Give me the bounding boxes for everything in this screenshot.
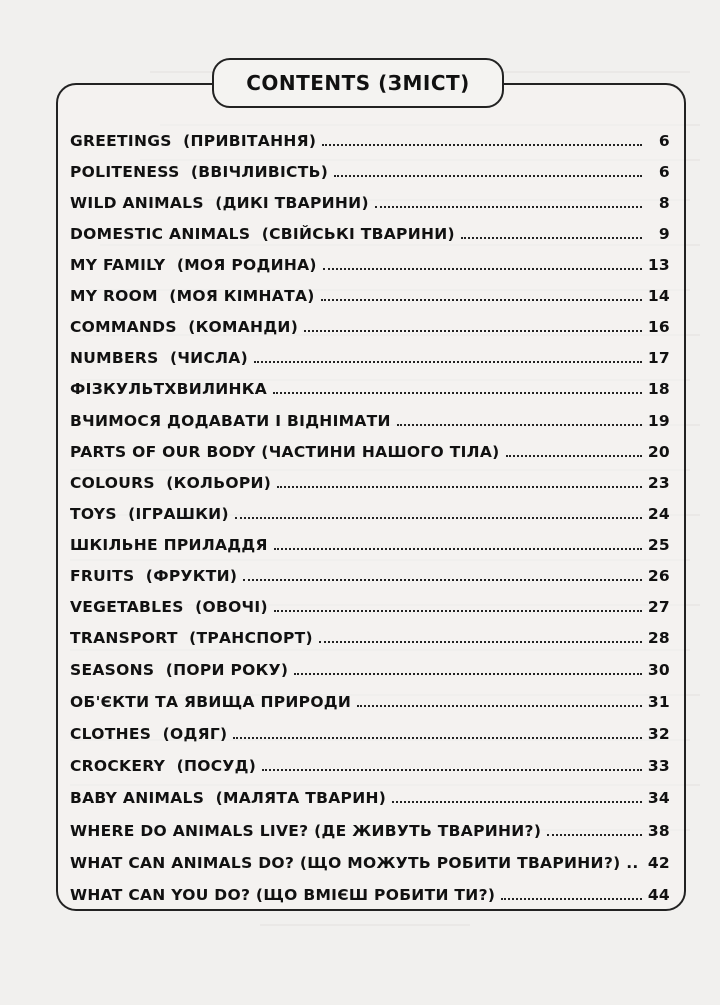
dot-leader (392, 801, 642, 803)
toc-entry (70, 713, 670, 743)
toc-entry-label: TRANSPORT (ТРАНСПОРТ) (70, 629, 313, 647)
toc-entry-label: POLITENESS (ВВІЧЛИВІСТЬ) (70, 163, 329, 181)
toc-entry-label: ШКІЛЬНЕ ПРИЛАДДЯ (70, 536, 268, 554)
toc-entry-page: 9 (658, 225, 670, 243)
toc-entry-page: 18 (647, 380, 670, 398)
toc-entry-label: MY FAMILY (МОЯ РОДИНА) (70, 256, 317, 274)
toc-entry-label: COMMANDS (КОМАНДИ) (70, 318, 299, 336)
toc-entry-label: CLOTHES (ОДЯГ) (70, 725, 228, 743)
toc-entry-label: GREETINGS (ПРИВІТАННЯ) (70, 132, 317, 150)
toc-entry-page: 28 (647, 629, 670, 647)
dot-leader (274, 548, 642, 550)
dot-leader (254, 361, 642, 363)
toc-entry-page: 24 (647, 505, 670, 523)
toc-entry-page: 14 (647, 287, 670, 305)
toc-entry-label: TOYS (ІГРАШКИ) (70, 505, 229, 523)
dot-leader (397, 424, 642, 426)
toc-entry (70, 681, 670, 711)
toc-entry-page: 20 (647, 443, 670, 461)
toc-entry-label: MY ROOM (МОЯ КІМНАТА) (70, 287, 315, 305)
dot-leader (506, 455, 642, 457)
dot-leader (322, 144, 642, 146)
toc-entry-page: 23 (647, 474, 670, 492)
toc-entry (70, 842, 670, 872)
dot-leader (233, 737, 641, 739)
dot-leader (547, 834, 642, 836)
toc-entry-label: DOMESTIC ANIMALS (СВІЙСЬКІ ТВАРИНИ) (70, 225, 455, 243)
toc-entry-page: 34 (647, 789, 670, 807)
toc-entry-page: 6 (658, 132, 670, 150)
dot-leader (375, 206, 642, 208)
toc-entry (70, 586, 670, 616)
toc-entry-page: 27 (647, 598, 670, 616)
toc-entry (70, 493, 670, 523)
toc-entry-page: 13 (647, 256, 670, 274)
toc-entry-label: NUMBERS (ЧИСЛА) (70, 349, 248, 367)
toc-entry (70, 337, 670, 367)
toc-entry-page: 38 (647, 822, 670, 840)
toc-entry-label: SEASONS (ПОРИ РОКУ) (70, 661, 289, 679)
toc-entry-label: WHERE DO ANIMALS LIVE? (ДЕ ЖИВУТЬ ТВАРИНИ?) (70, 822, 542, 840)
toc-entry (70, 368, 670, 398)
toc-entry (70, 400, 670, 430)
dot-leader (321, 299, 642, 301)
toc-entry (70, 745, 670, 775)
toc-entry (70, 462, 670, 492)
toc-entry (70, 275, 670, 305)
toc-entry (70, 617, 670, 647)
toc-entry-page: 33 (647, 757, 670, 775)
toc-entry (70, 120, 670, 150)
toc-entry (70, 431, 670, 461)
toc-entry-label: PARTS OF OUR BODY (ЧАСТИНИ НАШОГО ТІЛА) (70, 443, 500, 461)
toc-entry (70, 874, 670, 904)
toc-entry-page: 26 (647, 567, 670, 585)
dot-leader (357, 705, 642, 707)
toc-entry-label: ВЧИМОСЯ ДОДАВАТИ І ВІДНІМАТИ (70, 412, 391, 430)
toc-entry (70, 777, 670, 807)
toc-entry-page: 17 (647, 349, 670, 367)
toc-entry (70, 649, 670, 679)
toc-entry-page: 8 (658, 194, 670, 212)
toc-entry-label: WILD ANIMALS (ДИКІ ТВАРИНИ) (70, 194, 369, 212)
toc-entry-page: 44 (647, 886, 670, 904)
dot-leader (304, 330, 642, 332)
dot-leader (274, 610, 642, 612)
toc-entry-page: 32 (647, 725, 670, 743)
toc-entry-label: BABY ANIMALS (МАЛЯТА ТВАРИН) (70, 789, 387, 807)
toc-entry (70, 244, 670, 274)
dot-leader (501, 898, 642, 900)
toc-entry-page: 16 (647, 318, 670, 336)
dot-leader (319, 641, 642, 643)
dot-leader (243, 579, 642, 581)
toc-entry-page: 25 (647, 536, 670, 554)
toc-entry-label: COLOURS (КОЛЬОРИ) (70, 474, 272, 492)
toc-entry (70, 306, 670, 336)
dot-leader (294, 673, 642, 675)
toc-entry-label: ФІЗКУЛЬТХВИЛИНКА (70, 380, 268, 398)
dot-leader (334, 175, 642, 177)
toc-entry-page: 30 (647, 661, 670, 679)
toc-entry (70, 182, 670, 212)
toc-entry-label: VEGETABLES (ОВОЧІ) (70, 598, 268, 616)
toc-entry (70, 524, 670, 554)
toc-entry-label: WHAT CAN YOU DO? (ЩО ВМІЄШ РОБИТИ ТИ?) (70, 886, 496, 904)
toc-entry-label: ОБ'ЄКТИ ТА ЯВИЩА ПРИРОДИ (70, 693, 352, 711)
toc-entry-page: 31 (647, 693, 670, 711)
dot-leader (262, 769, 642, 771)
toc-entry-page: 42 (647, 854, 670, 872)
dot-leader (277, 486, 642, 488)
toc-entry-page: 19 (647, 412, 670, 430)
toc-entry (70, 555, 670, 585)
contents-title-box (212, 58, 504, 108)
toc-entry-page: 6 (658, 163, 670, 181)
toc-entry (70, 213, 670, 243)
toc-entry-label: FRUITS (ФРУКТИ) (70, 567, 238, 585)
contents-title: CONTENTS (ЗМІСТ) (246, 71, 470, 95)
dot-leader (461, 237, 642, 239)
dot-leader (273, 392, 642, 394)
toc-entry (70, 151, 670, 181)
dot-leader (235, 517, 642, 519)
toc-entry-label: CROCKERY (ПОСУД) (70, 757, 257, 775)
dot-leader (323, 268, 642, 270)
toc-entry (70, 810, 670, 840)
toc-entry-label: WHAT CAN ANIMALS DO? (ЩО МОЖУТЬ РОБИТИ ТВАРИНИ?) .. (70, 854, 639, 872)
